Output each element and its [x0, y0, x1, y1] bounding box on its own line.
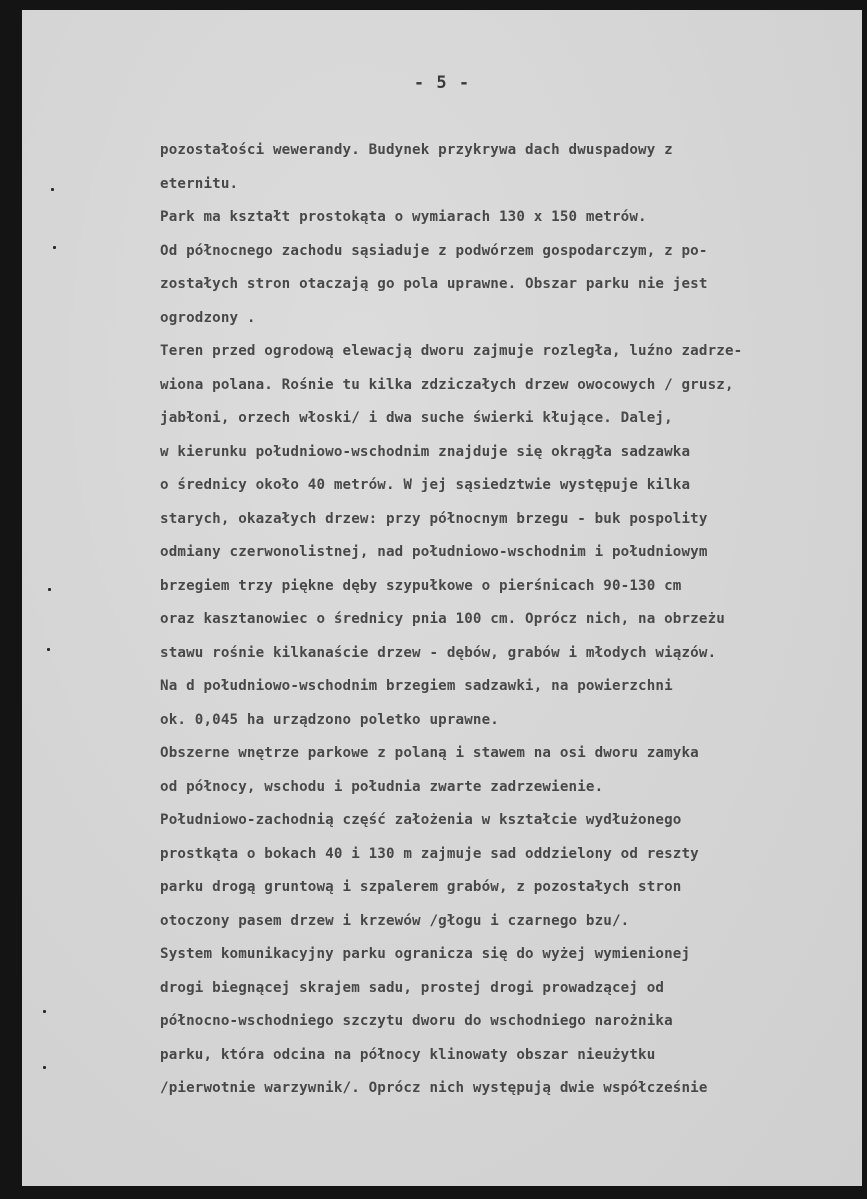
text-line: odmiany czerwonolistnej, nad południowo-wschodnim i południowym: [160, 544, 708, 560]
text-line: Park ma kształt prostokąta o wymiarach 130 x 150 metrów.: [160, 209, 647, 225]
margin-mark: [47, 648, 50, 651]
text-line: o średnicy około 40 metrów. W jej sąsiedztwie występuje kilka: [160, 477, 691, 493]
margin-mark: [48, 588, 51, 591]
text-line: w kierunku południowo-wschodnim znajduje się okrągła sadzawka: [160, 444, 691, 460]
text-line: zostałych stron otaczają go pola uprawne. Obszar parku nie jest: [160, 276, 708, 292]
text-line: pozostałości wewerandy. Budynek przykrywa dach dwuspadowy z: [160, 142, 673, 158]
text-line: brzegiem trzy piękne dęby szypułkowe o pierśnicach 90-130 cm: [160, 578, 682, 594]
text-line: System komunikacyjny parku ogranicza się do wyżej wymienionej: [160, 946, 691, 962]
text-line: jabłoni, orzech włoski/ i dwa suche świerki kłujące. Dalej,: [160, 410, 673, 426]
text-line: od północy, wschodu i południa zwarte zadrzewienie.: [160, 779, 604, 795]
text-line: /pierwotnie warzywnik/. Oprócz nich występują dwie współcześnie: [160, 1080, 708, 1096]
text-line: stawu rośnie kilkanaście drzew - dębów, grabów i młodych wiązów.: [160, 645, 717, 661]
page-number: - 5 -: [413, 73, 471, 93]
text-line: Od północnego zachodu sąsiaduje z podwórzem gospodarczym, z po-: [160, 243, 708, 259]
text-line: parku drogą gruntową i szpalerem grabów, z pozostałych stron: [160, 879, 682, 895]
text-line: prostkąta o bokach 40 i 130 m zajmuje sad oddzielony od reszty: [160, 846, 699, 862]
text-line: Na d południowo-wschodnim brzegiem sadzawki, na powierzchni: [160, 678, 673, 694]
margin-mark: [43, 1010, 46, 1013]
text-line: północno-wschodniego szczytu dworu do wschodniego narożnika: [160, 1013, 673, 1029]
text-line: wiona polana. Rośnie tu kilka zdziczałych drzew owocowych / grusz,: [160, 377, 734, 393]
text-line: ok. 0,045 ha urządzono poletko uprawne.: [160, 712, 499, 728]
document-page: [22, 10, 862, 1186]
text-line: Teren przed ogrodową elewacją dworu zajmuje rozległa, luźno zadrze-: [160, 343, 743, 359]
text-line: otoczony pasem drzew i krzewów /głogu i czarnego bzu/.: [160, 913, 630, 929]
text-line: Obszerne wnętrze parkowe z polaną i stawem na osi dworu zamyka: [160, 745, 699, 761]
text-line: ogrodzony .: [160, 310, 256, 326]
margin-mark: [43, 1066, 46, 1069]
text-line: Południowo-zachodnią część założenia w kształcie wydłużonego: [160, 812, 682, 828]
text-line: oraz kasztanowiec o średnicy pnia 100 cm. Oprócz nich, na obrzeżu: [160, 611, 725, 627]
margin-mark: [53, 246, 56, 249]
text-line: parku, która odcina na północy klinowaty obszar nieużytku: [160, 1047, 656, 1063]
margin-mark: [51, 188, 54, 191]
text-line: drogi biegnącej skrajem sadu, prostej drogi prowadzącej od: [160, 980, 665, 996]
text-line: starych, okazałych drzew: przy północnym brzegu - buk pospolity: [160, 511, 708, 527]
text-line: eternitu.: [160, 176, 239, 192]
